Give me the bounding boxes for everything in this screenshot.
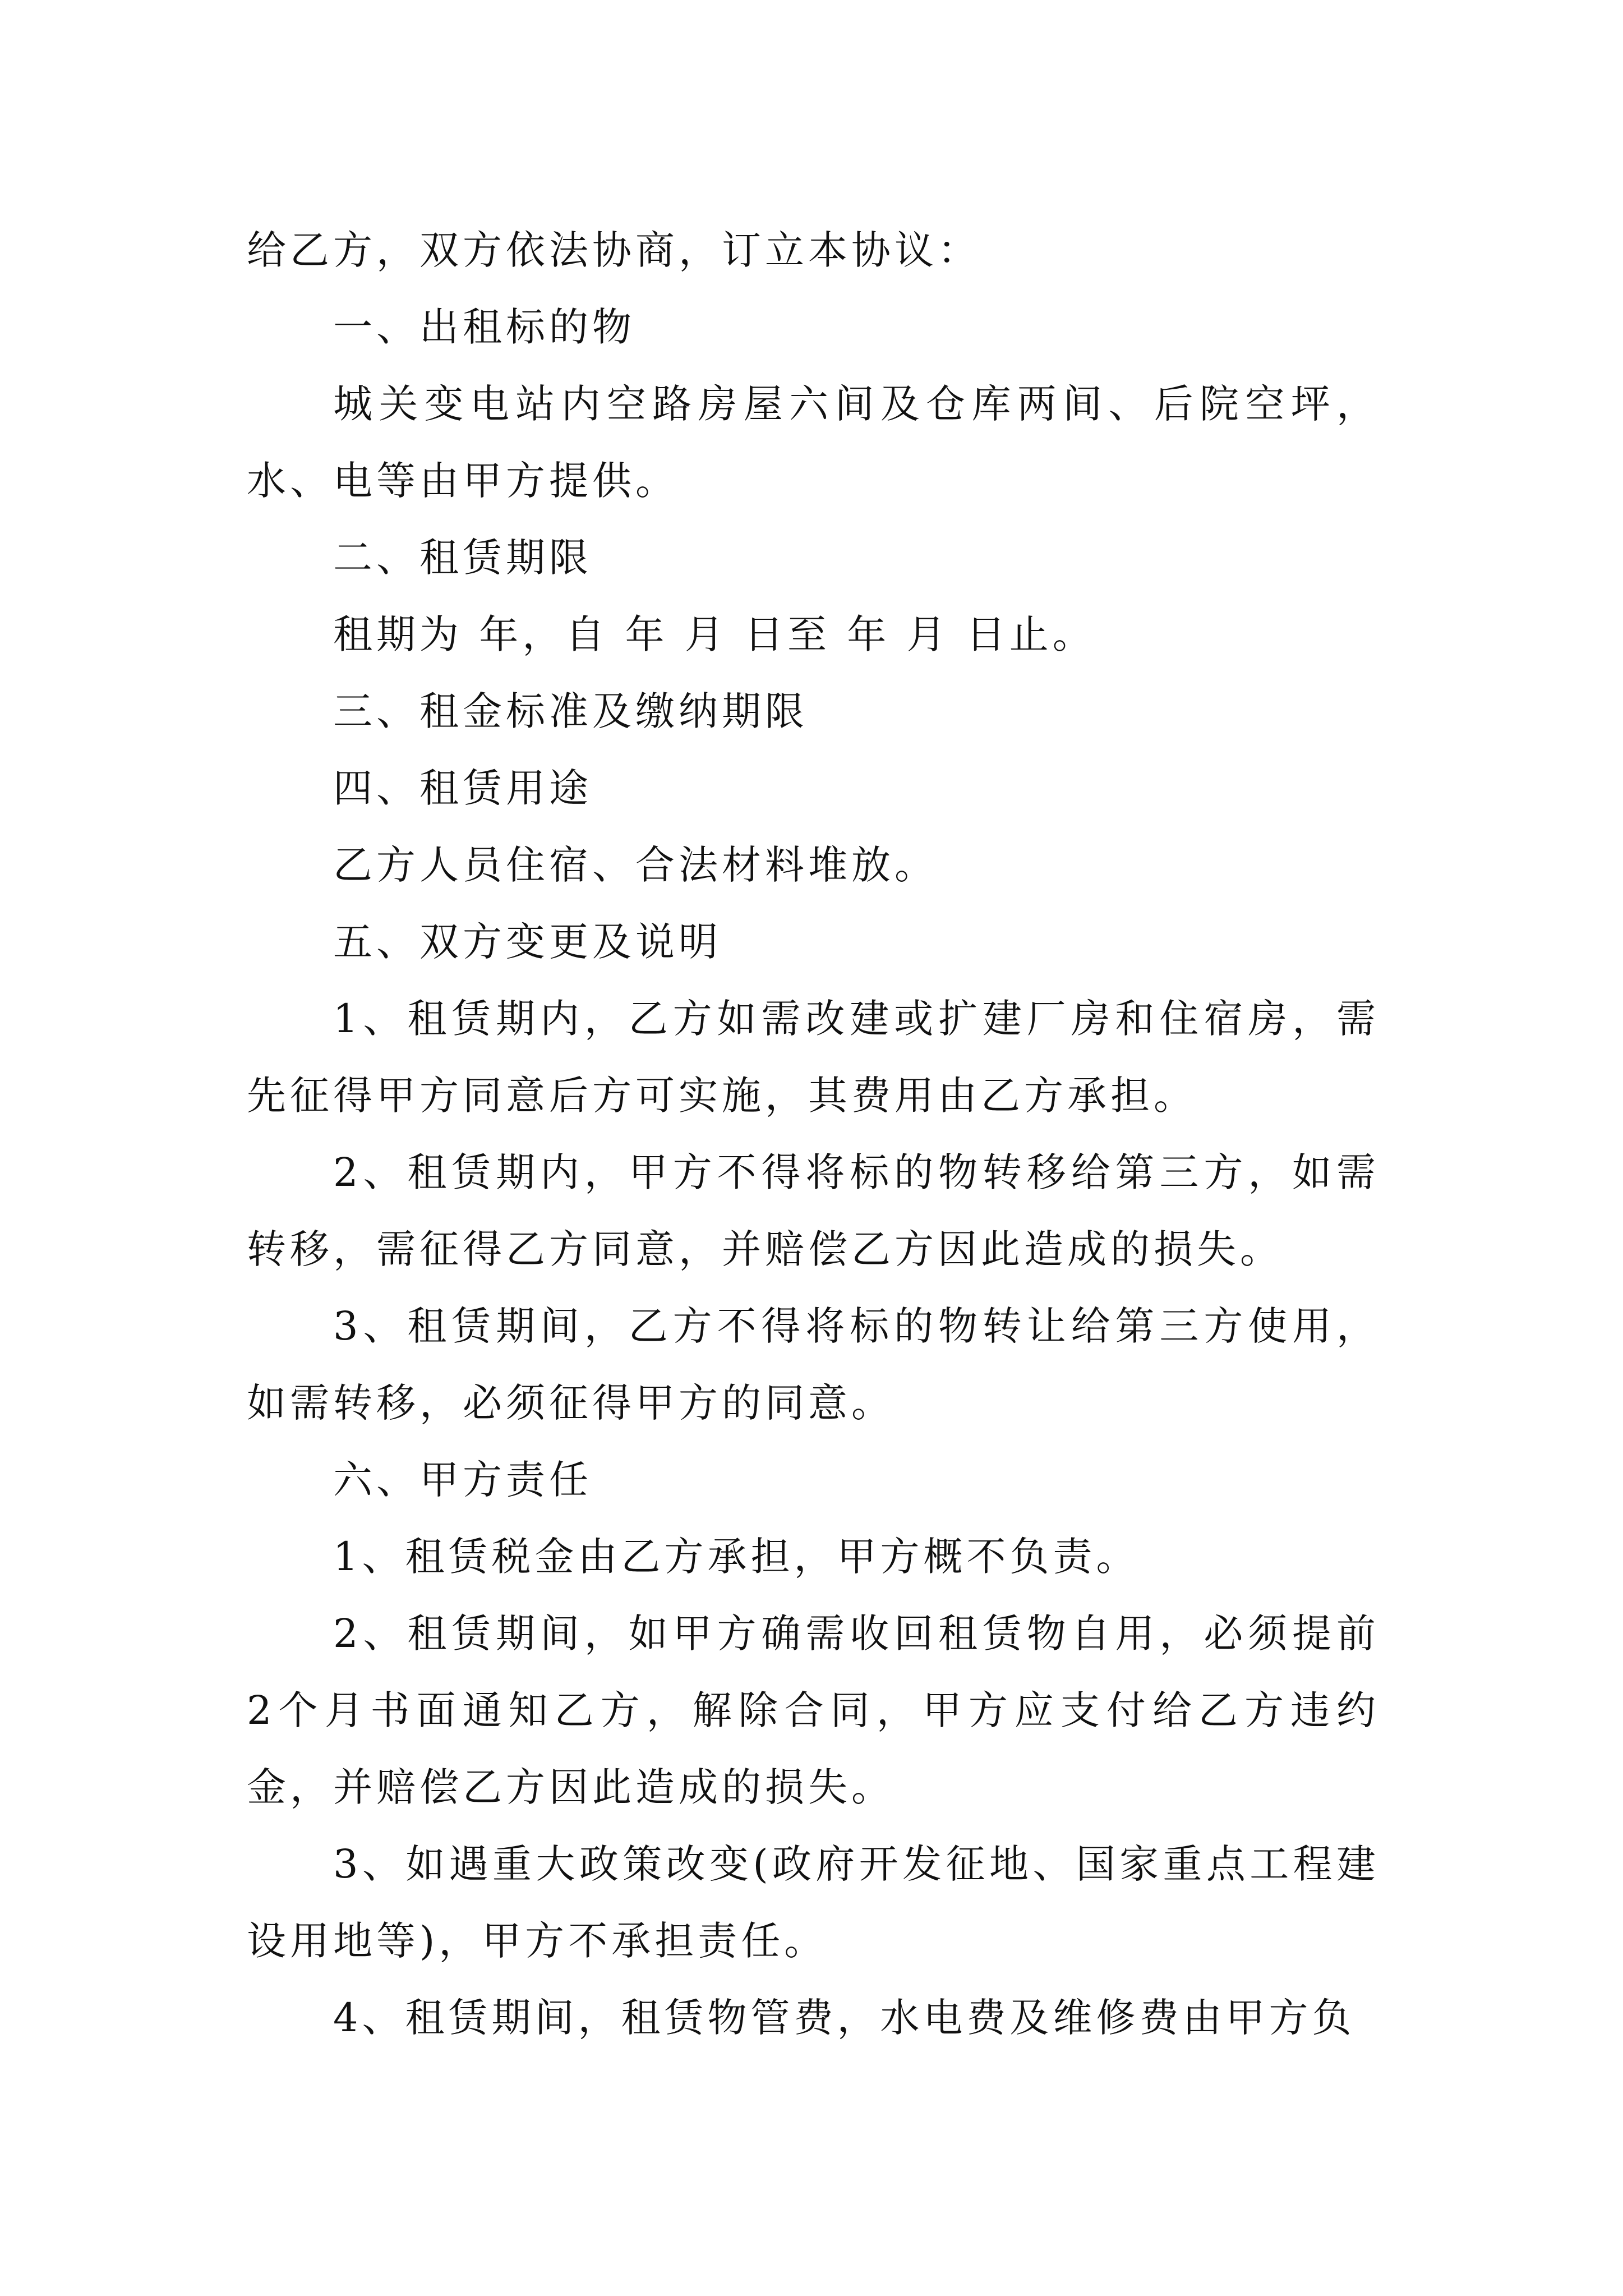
section-heading-1: 一、出租标的物 [333, 304, 635, 350]
section-heading-4: 四、租赁用途 [333, 765, 592, 811]
paragraph-intro: 给乙方，双方依法协商，订立本协议： [247, 227, 981, 273]
paragraph: 城关变电站内空路房屋六间及仓库两间、后院空坪，水、电等由甲方提供。 [247, 381, 1380, 504]
paragraph: 租期为 年，自 年 月 日至 年 月 日止。 [333, 611, 1096, 657]
section-heading-5: 五、双方变更及说明 [333, 919, 722, 965]
section-heading-3: 三、租金标准及缴纳期限 [333, 688, 808, 734]
clause: 3、如遇重大政策改变(政府开发征地、国家重点工程建设用地等)，甲方不承担责任。 [247, 1841, 1380, 1964]
section-heading-6: 六、甲方责任 [333, 1457, 592, 1503]
clause: 4、租赁期间，租赁物管费，水电费及维修费由甲方负 [333, 1995, 1355, 2041]
clause: 1、租赁税金由乙方承担，甲方概不负责。 [333, 1534, 1140, 1580]
paragraph: 乙方人员住宿、合法材料堆放。 [333, 842, 938, 888]
clause: 2、租赁期内，甲方不得将标的物转移给第三方，如需转移，需征得乙方同意，并赔偿乙方因此造成的损失。 [247, 1149, 1380, 1272]
clause: 1、租赁期内，乙方如需改建或扩建厂房和住宿房，需先征得甲方同意后方可实施，其费用由乙方承担。 [247, 996, 1380, 1119]
section-heading-2: 二、租赁期限 [333, 535, 592, 581]
document-body [247, 212, 1380, 2056]
clause: 3、租赁期间，乙方不得将标的物转让给第三方使用，如需转移，必须征得甲方的同意。 [247, 1303, 1380, 1426]
clause: 2、租赁期间，如甲方确需收回租赁物自用，必须提前2个月书面通知乙方，解除合同，甲方应支付给乙方违约金，并赔偿乙方因此造成的损失。 [247, 1611, 1380, 1810]
